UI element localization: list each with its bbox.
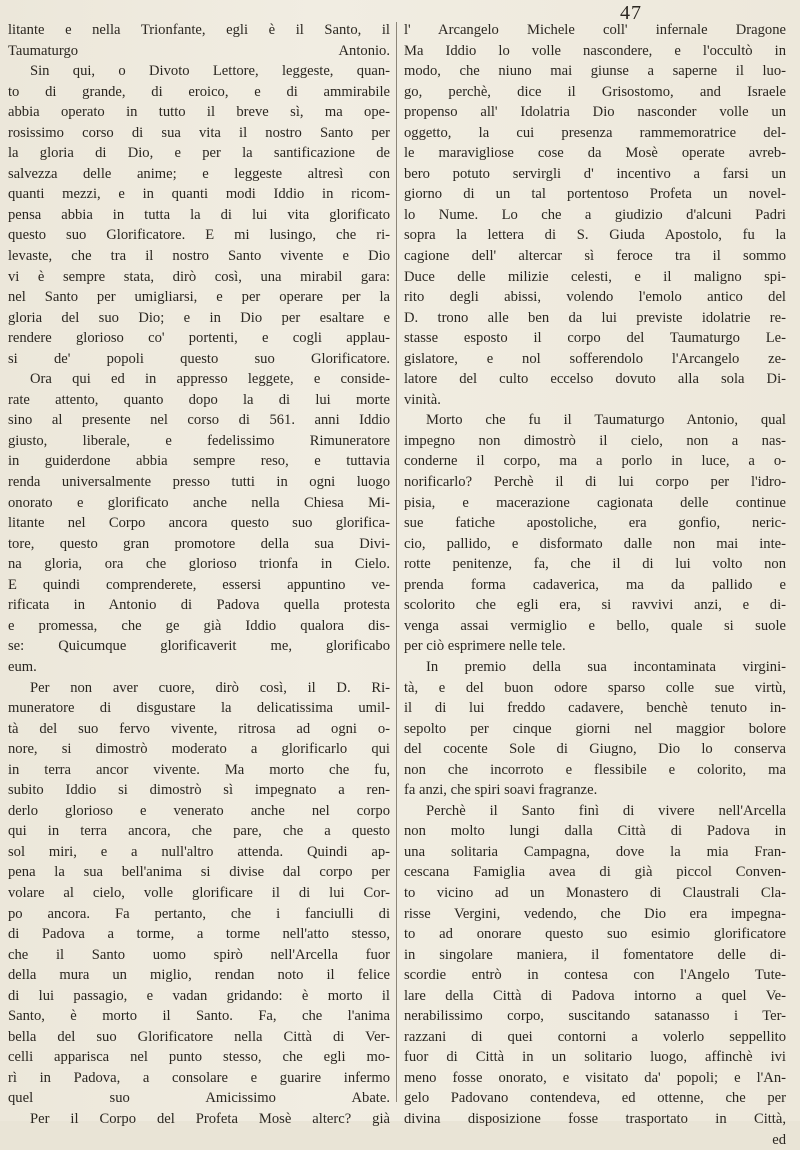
text-line: in singolare maniera, il fomentatore delle di-	[404, 946, 786, 963]
text-line: questo suo Glorificatore. E mi lusingo, che ri-	[8, 227, 390, 244]
text-line: se: Quicumque glorificaverit me, glorificabo	[8, 638, 390, 655]
text-line: lare della Città di Padova intorno a quel Ve-	[404, 987, 786, 1004]
text-line: scolorito che egli era, si ravvivi anzi, e di-	[404, 597, 786, 614]
text-line: rotte penitenze, fa, che il di lui volto non	[404, 556, 786, 573]
text-line: oggetto, la cui presenza rammemoratrice del-	[404, 124, 786, 141]
text-line: E quindi comprenderete, essersi appuntino ve-	[8, 576, 390, 593]
text-line: non molto lungi dalla Città di Padova in	[404, 823, 786, 840]
text-line: Morto che fu il Taumaturgo Antonio, qual	[426, 412, 786, 429]
text-line: quel suo Amicissimo Abate.	[8, 1090, 390, 1107]
left-text-column	[8, 20, 390, 1130]
text-line: to di grande, di eroico, e di ammirabile	[8, 83, 390, 100]
text-line: qui in terra ancora, che pare, che a questo	[8, 823, 390, 840]
text-line: pensa abbia in tutta la di lui vita glorificato	[8, 206, 390, 223]
text-line: gislatore, e nol sofferendolo l'Arcangelo ze-	[404, 350, 786, 367]
text-line: onorato e glorificato anche nella Chiesa Mi-	[8, 494, 390, 511]
text-line: Perchè il Santo finì di vivere nell'Arcella	[426, 802, 786, 819]
text-line: renda universalmente presso tutti in ogni luogo	[8, 474, 390, 491]
text-line: giusto, liberale, e fedelissimo Rimuneratore	[8, 432, 390, 449]
text-line: meno fosse onorato, e visitato da' popoli; e l'An-	[404, 1069, 786, 1086]
text-line: rificata in Antonio di Padova quella protesta	[8, 597, 390, 614]
text-line: litante e nella Trionfante, egli è il Santo, il	[8, 22, 390, 38]
text-line: litante nel Corpo ancora questo suo glorifica-	[8, 515, 390, 532]
text-line: go, perchè, dice il Grisostomo, and Israele	[404, 83, 786, 100]
text-line: che il Santo uomo spirò nell'Arcella fuor	[8, 946, 390, 963]
text-line: impegno non dimostrò il cielo, non a nas-	[404, 432, 786, 449]
text-line: sue fatiche apostoliche, era gonfio, neric-	[404, 515, 786, 532]
text-line: nel Santo per umigliarsi, e per operare per la	[8, 289, 390, 306]
text-line: Per il Corpo del Profeta Mosè alterc? già	[30, 1110, 390, 1127]
text-line: fa anzi, che spiri soavi fragranze.	[404, 782, 598, 799]
text-line: muneratore di disgustare la delicatissima umil-	[8, 700, 390, 717]
text-line: del cocente Sole di Giugno, Dio lo conserva	[404, 741, 786, 758]
text-line: celli apparisca nel punto stesso, che egli mo-	[8, 1049, 390, 1066]
text-line: eum.	[8, 658, 37, 675]
text-line: pisia, e macerazione cagionata delle continue	[404, 494, 786, 511]
text-line: razzani di quei contorni a volerlo seppellito	[404, 1028, 786, 1045]
text-line: di lui passagio, e vadan gridando: è morto il	[8, 987, 390, 1004]
text-line: pena la sua bell'anima si divise dal corpo per	[8, 864, 390, 881]
text-line: quanti mezzi, e in quanti modi Iddio in ricom-	[8, 186, 390, 203]
text-line: in guiderdone abbia sempre reso, e tuttavia	[8, 453, 390, 470]
text-line: Ma Iddio lo volle nascondere, e l'occultò in	[404, 42, 786, 59]
text-line: tà, e del buon odore sparso colle sue virtù,	[404, 679, 786, 696]
text-line: modo, che niuno mai giunse a saperne il luo-	[404, 63, 786, 80]
text-line: na gloria, ora che glorioso trionfa in Cielo.	[8, 556, 390, 573]
text-line: rosissimo corso di sua vita il nostro Santo per	[8, 124, 390, 141]
text-line: propenso all' Idolatria Dio nasconder volle un	[404, 104, 786, 121]
text-line: per ciò esprimere nelle tele.	[404, 638, 566, 655]
text-line: nerabilissimo corpo, suscitando satanasso i Ter-	[404, 1008, 786, 1025]
text-line: to ad onorare questo suo esimio glorificatore	[404, 926, 786, 943]
text-line: non che incorroto e flessibile e colorito, ma	[404, 761, 786, 778]
text-line: cagione dell' altercar sì feroce tra il sommo	[404, 248, 786, 265]
text-line: Ora qui ed in appresso leggete, e conside-	[30, 371, 390, 388]
text-line: rendere glorioso co' portenti, e cogli applau-	[8, 330, 390, 347]
right-text-column	[404, 20, 786, 1150]
text-line: e promessa, che ge già Iddio qualora dis-	[8, 617, 390, 634]
text-line: ed	[772, 1131, 786, 1148]
text-line: della mura un miglio, rendan noto il felice	[8, 967, 390, 984]
text-line: lo Nume. Lo che a giudizio d'alcuni Padri	[404, 206, 786, 223]
text-line: bella del suo Glorificatore nella Città di Ver-	[8, 1028, 390, 1045]
text-line: derlo glorioso e venerato anche nel corpo	[8, 802, 390, 819]
text-line: tore, questo gran promotore della sua Divi-	[8, 535, 390, 552]
text-line: rì in Padova, a consolare e guarire infermo	[8, 1069, 390, 1086]
text-line: cio, pallido, e disformato dalle non mai inte-	[404, 535, 786, 552]
text-line: stasse esposto il corpo del Taumaturgo Le-	[404, 330, 786, 347]
text-line: divina disposizione fosse trasportato in Città,	[404, 1110, 786, 1127]
text-line: conderne il corpo, ma a porlo in luce, a o-	[404, 453, 786, 470]
text-line: prenda forma cadaverica, ma da pallido e	[404, 576, 786, 593]
text-line: le maravigliose cose da Mosè operate avreb-	[404, 145, 786, 162]
text-line: to vicino ad un Monastero di Claustrali Cla-	[404, 884, 786, 901]
text-line: risse Vergini, vedendo, che Dio era impegna-	[404, 905, 786, 922]
text-line: abbia operato in tutto il breve sì, ma ope-	[8, 104, 390, 121]
text-line: sopra la lettera di S. Giuda Apostolo, fu la	[404, 227, 786, 244]
text-line: giorno di un tal portentoso Profeta un novel-	[404, 186, 786, 203]
text-line: una solitaria Campagna, dove la mia Fran-	[404, 843, 786, 860]
text-line: levaste, che tra il nostro Santo vivente e Dio	[8, 248, 390, 265]
text-line: tà del suo fervo vivente, ritrosa ad ogni o-	[8, 720, 390, 737]
column-divider	[396, 22, 397, 1102]
text-line: rate attento, quanto dopo la di lui morte	[8, 391, 390, 408]
text-line: il di lui freddo cadavere, benchè tenuto in-	[404, 700, 786, 717]
text-line: Duce delle milizie celesti, e il maligno spi-	[404, 268, 786, 285]
text-line: volare al cielo, volle glorificare il di lui Cor-	[8, 884, 390, 901]
text-line: venga assai vermiglio e bello, quale si suole	[404, 617, 786, 634]
text-line: D. trono alle ben da lui previste idolatrie re-	[404, 309, 786, 326]
text-line: la gloria di Dio, e per la santificazione de	[8, 145, 390, 162]
text-line: bero potuto servirgli d' incentivo a farsi un	[404, 165, 786, 182]
text-line: gelo Padovano contendeva, ed ottenne, che per	[404, 1090, 786, 1107]
text-line: fuor di Città in un solitario luogo, affinchè ivi	[404, 1049, 786, 1066]
text-line: sino al presente nel corso di 561. anni Iddio	[8, 412, 390, 429]
text-line: In premio della sua incontaminata virgini-	[426, 658, 786, 675]
text-line: gloria del suo Dio; e in Dio per esaltare e	[8, 309, 390, 326]
text-line: sepolto per cinque giorni nel maggior bolore	[404, 720, 786, 737]
text-line: scordie entrò in contesa con l'Angelo Tute-	[404, 967, 786, 984]
text-line: cescana Famiglia avea di già piccol Conven-	[404, 864, 786, 881]
text-line: l' Arcangelo Michele coll' infernale Dragone	[404, 22, 786, 38]
text-line: nore, si dimostrò moderato a glorificarlo qui	[8, 741, 390, 758]
text-line: vinità.	[404, 391, 441, 408]
text-line: subito Iddio si dimostrò sì impegnato a ren-	[8, 782, 390, 799]
text-line: di Padova a torme, a torme nell'atto stesso,	[8, 926, 390, 943]
text-line: in terra ancor vivente. Ma morto che fu,	[8, 761, 390, 778]
text-line: Sin qui, o Divoto Lettore, leggeste, quan-	[30, 63, 390, 80]
text-line: salvezza delle anime; e leggeste altresì con	[8, 165, 390, 182]
text-line: vi è sempre stata, dirò così, una mirabil gara:	[8, 268, 390, 285]
text-line: Taumaturgo Antonio.	[8, 42, 390, 59]
text-line: latore del culto eccelso dovuto alla sola Di-	[404, 371, 786, 388]
text-line: Per non aver cuore, dirò così, il D. Ri-	[30, 679, 390, 696]
text-line: Santo, è morto il Santo. Fa, che l'anima	[8, 1008, 390, 1025]
text-line: norificarlo? Perchè il di lui corpo per l'idro-	[404, 474, 786, 491]
text-line: po ancora. Fa pertanto, che i fanciulli di	[8, 905, 390, 922]
page-number: 47	[620, 2, 642, 24]
text-line: sol miri, e a null'altro attenda. Quindi ap-	[8, 843, 390, 860]
text-line: rito degli abissi, volendo l'emolo antico del	[404, 289, 786, 306]
text-line: si de' popoli questo suo Glorificatore.	[8, 350, 390, 367]
